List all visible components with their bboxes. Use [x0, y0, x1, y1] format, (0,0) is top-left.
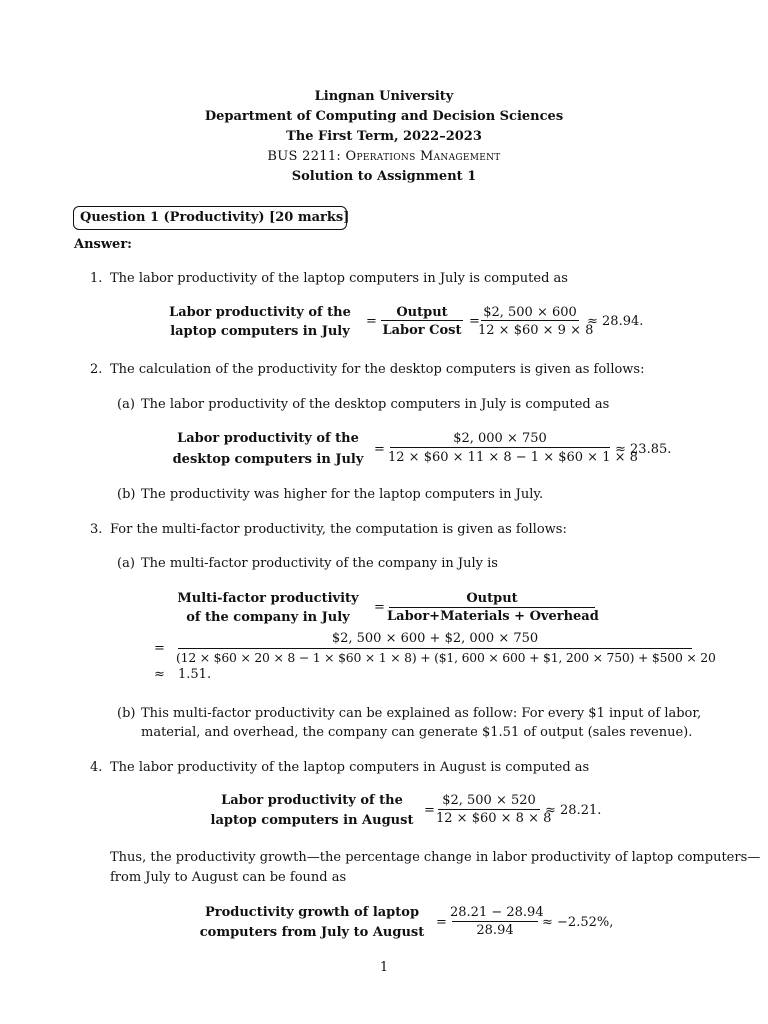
equation-lhs: Labor productivity of the: [221, 793, 403, 808]
paragraph-text: Thus, the productivity growth—the percentage change in labor productivity of laptop computers—: [110, 850, 761, 865]
fraction-numerator: 28.21 − 28.94: [450, 905, 544, 920]
fraction-bar: [481, 320, 579, 321]
item-number: 4.: [90, 760, 103, 775]
fraction-bar: [438, 809, 540, 810]
fraction-denominator: Labor Cost: [382, 323, 462, 338]
item-text: The labor productivity of the laptop computers in August is computed as: [110, 760, 590, 775]
equation-lhs: computers from July to August: [199, 925, 425, 940]
equation-lhs: laptop computers in July: [170, 324, 350, 339]
equation-lhs: of the company in July: [186, 610, 350, 625]
equation-lhs: Labor productivity of the: [169, 305, 351, 320]
department-name: Department of Computing and Decision Sciences: [204, 109, 564, 124]
paragraph-text: from July to August can be found as: [110, 870, 347, 885]
item-text: The labor productivity of the laptop computers in July is computed as: [110, 271, 568, 286]
item-number: 2.: [90, 362, 103, 377]
university-name: Lingnan University: [314, 89, 454, 104]
fraction-bar: [178, 648, 692, 649]
equation-lhs: desktop computers in July: [172, 452, 364, 467]
equation-result: ≈ −2.52%,: [542, 915, 614, 930]
equation-lhs: laptop computers in August: [210, 813, 414, 828]
fraction-numerator: $2, 500 × 600 + $2, 000 × 750: [331, 631, 539, 646]
fraction-denominator: 12 × $60 × 11 × 8 − 1 × $60 × 1 × 8: [388, 450, 638, 465]
fraction-numerator: $2, 500 × 600: [483, 305, 577, 320]
item-text: For the multi-factor productivity, the computation is given as follows:: [110, 522, 567, 537]
item-text: The calculation of the productivity for the desktop computers is given as follows:: [110, 362, 645, 377]
answer-label: Answer:: [74, 237, 132, 252]
fraction-denominator: 28.94: [476, 923, 514, 938]
equals-sign: =: [366, 314, 377, 329]
item-number: 1.: [90, 271, 103, 286]
page-number: 1: [379, 960, 389, 975]
fraction-denominator: 12 × $60 × 9 × 8: [478, 323, 594, 338]
subitem-label: (b): [117, 706, 136, 721]
course-title: BUS 2211: Operations Management: [267, 149, 501, 164]
term: The First Term, 2022–2023: [286, 129, 482, 144]
fraction-bar: [381, 320, 463, 321]
fraction-numerator: $2, 000 × 750: [453, 431, 547, 446]
equals-sign: =: [154, 641, 165, 656]
document-title: Solution to Assignment 1: [291, 169, 477, 184]
fraction-denominator: Labor+Materials + Overhead: [387, 609, 599, 624]
fraction-bar: [452, 921, 538, 922]
equation-result: ≈ 28.21.: [545, 803, 602, 818]
subitem-text: material, and overhead, the company can generate $1.51 of output (sales revenue).: [141, 725, 693, 740]
equation-result: 1.51.: [178, 667, 212, 682]
subitem-label: (a): [117, 397, 135, 412]
subitem-label: (b): [117, 487, 136, 502]
fraction-numerator: Output: [466, 591, 518, 606]
equation-result: ≈ 28.94.: [587, 314, 644, 329]
subitem-label: (a): [117, 556, 135, 571]
fraction-denominator: (12 × $60 × 20 × 8 − 1 × $60 × 1 × 8) + ($1, 600 × 600 + $1, 200 × 750) + $500 × 20: [176, 650, 716, 665]
item-number: 3.: [90, 522, 103, 537]
approx-sign: ≈: [154, 667, 165, 682]
equation-result: ≈ 23.85.: [615, 442, 672, 457]
equation-lhs: Multi-factor productivity: [177, 591, 359, 606]
subitem-text: The multi-factor productivity of the company in July is: [141, 556, 498, 571]
fraction-denominator: 12 × $60 × 8 × 8: [436, 811, 552, 826]
fraction-bar: [390, 447, 610, 448]
equals-sign: =: [374, 442, 385, 457]
subitem-text: The labor productivity of the desktop computers in July is computed as: [141, 397, 610, 412]
equation-lhs: Labor productivity of the: [177, 431, 359, 446]
fraction-bar: [389, 607, 595, 608]
equals-sign: =: [374, 600, 385, 615]
equals-sign: =: [424, 803, 435, 818]
fraction-numerator: Output: [396, 305, 448, 320]
question-title: Question 1 (Productivity) [20 marks]: [80, 210, 350, 225]
subitem-text: The productivity was higher for the laptop computers in July.: [141, 487, 544, 502]
equals-sign: =: [436, 915, 447, 930]
fraction-numerator: $2, 500 × 520: [442, 793, 536, 808]
equation-lhs: Productivity growth of laptop: [204, 905, 420, 920]
equals-sign: =: [469, 314, 480, 329]
subitem-text: This multi-factor productivity can be explained as follow: For every $1 input of labor,: [141, 706, 702, 721]
